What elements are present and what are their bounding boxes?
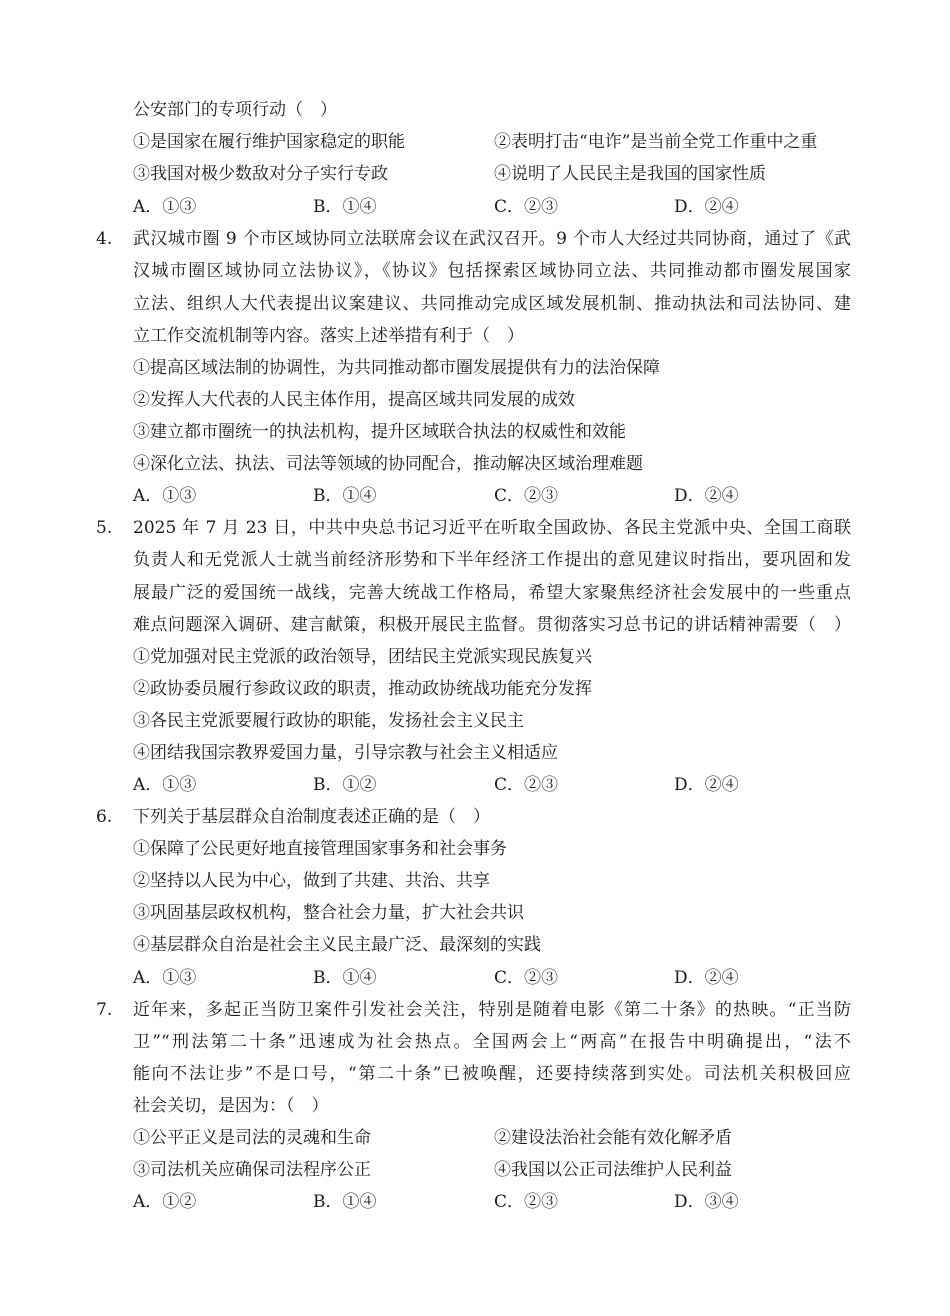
q6-statement-4: ④基层群众自治是社会主义民主最广泛、最深刻的实践 xyxy=(133,935,541,955)
q4-option-d[interactable]: D．②④ xyxy=(674,486,739,506)
q4-statement-2: ②发挥人大代表的人民主体作用，提高区域共同发展的成效 xyxy=(133,390,575,410)
q7-option-b[interactable]: B．①④ xyxy=(313,1192,377,1212)
q7-statement-4: ④我国以公正司法维护人民利益 xyxy=(494,1160,732,1180)
q7-statement-1: ①公平正义是司法的灵魂和生命 xyxy=(133,1128,371,1148)
q4-statement-3: ③建立都市圈统一的执法机构，提升区域联合执法的权威性和效能 xyxy=(133,422,626,442)
q4-number: 4. xyxy=(96,229,113,249)
q5-statement-2: ②政协委员履行参政议政的职责，推动政协统战功能充分发挥 xyxy=(133,679,592,699)
q6-stem: 下列关于基层群众自治制度表述正确的是（ ） xyxy=(133,807,490,827)
q6-options xyxy=(133,966,863,990)
q4-stem-line-3: 立法、组织人大代表提出议案建议、共同推动完成区域发展机制、推动执法和司法协同、建 xyxy=(133,294,851,314)
q4-statement-4: ④深化立法、执法、司法等领域的协同配合，推动解决区域治理难题 xyxy=(133,454,643,474)
q5-option-b[interactable]: B．①② xyxy=(313,775,377,795)
q4-option-b[interactable]: B．①④ xyxy=(313,486,377,506)
q3-statements-row-1 xyxy=(133,130,863,154)
q7-number: 7. xyxy=(96,1000,113,1020)
q4-stem-line-2: 汉城市圈区域协同立法协议》，《协议》包括探索区域协同立法、共同推动都市圈发展国家 xyxy=(133,261,851,281)
q5-number: 5. xyxy=(96,518,113,538)
q5-option-d[interactable]: D．②④ xyxy=(674,775,739,795)
q7-statement-3: ③司法机关应确保司法程序公正 xyxy=(133,1160,371,1180)
q7-stem-line-2: 卫”“刑法第二十条”迅速成为社会热点。全国两会上“两高”在报告中明确提出，“法不 xyxy=(133,1032,851,1052)
q4-stem-line-1: 武汉城市圈 9 个市区域协同立法联席会议在武汉召开。9 个市人大经过共同协商，通过了《武 xyxy=(133,229,851,249)
q7-option-a[interactable]: A．①② xyxy=(133,1192,197,1212)
q3-option-d[interactable]: D．②④ xyxy=(674,197,739,217)
q6-number: 6. xyxy=(96,807,113,827)
q5-stem-line-4: 难点问题深入调研、建言献策，积极开展民主监督。贯彻落实习总书记的讲话精神需要（ ） xyxy=(133,615,851,635)
q6-statement-3: ③巩固基层政权机构，整合社会力量，扩大社会共识 xyxy=(133,903,524,923)
q5-options xyxy=(133,773,863,797)
q7-stem-line-4: 社会关切，是因为：（ ） xyxy=(133,1096,329,1116)
q3-statement-2: ②表明打击“电诈”是当前全党工作重中之重 xyxy=(494,132,818,152)
q5-stem-line-2: 负责人和无党派人士就当前经济形势和下半年经济工作提出的意见建议时指出，要巩固和发 xyxy=(133,550,851,570)
q5-option-c[interactable]: C．②③ xyxy=(494,775,559,795)
q7-option-c[interactable]: C．②③ xyxy=(494,1192,559,1212)
q7-statement-2: ②建设法治社会能有效化解矛盾 xyxy=(494,1128,732,1148)
q3-statement-4: ④说明了人民民主是我国的国家性质 xyxy=(494,164,766,184)
q7-option-d[interactable]: D．③④ xyxy=(674,1192,739,1212)
q3-stem-tail: 公安部门的专项行动（ ） xyxy=(133,100,337,120)
q3-statements-row-2 xyxy=(133,162,863,186)
q6-option-c[interactable]: C．②③ xyxy=(494,968,559,988)
q6-option-a[interactable]: A．①③ xyxy=(133,968,197,988)
q5-statement-3: ③各民主党派要履行政协的职能，发扬社会主义民主 xyxy=(133,711,524,731)
q3-statement-1: ①是国家在履行维护国家稳定的职能 xyxy=(133,132,405,152)
q6-option-d[interactable]: D．②④ xyxy=(674,968,739,988)
q6-statement-1: ①保障了公民更好地直接管理国家事务和社会事务 xyxy=(133,839,507,859)
q5-stem-line-3: 展最广泛的爱国统一战线，完善大统战工作格局，希望大家聚焦经济社会发展中的一些重点 xyxy=(133,583,851,603)
q5-statement-4: ④团结我国宗教界爱国力量，引导宗教与社会主义相适应 xyxy=(133,743,558,763)
q4-stem-line-4: 立工作交流机制等内容。落实上述举措有利于（ ） xyxy=(133,326,524,346)
q7-statements-row-2 xyxy=(133,1158,863,1182)
q5-option-a[interactable]: A．①③ xyxy=(133,775,197,795)
q7-stem-line-1: 近年来，多起正当防卫案件引发社会关注，特别是随着电影《第二十条》的热映。“正当防 xyxy=(133,1000,851,1020)
q4-statement-1: ①提高区域法制的协调性，为共同推动都市圈发展提供有力的法治保障 xyxy=(133,358,660,378)
q6-statement-2: ②坚持以人民为中心，做到了共建、共治、共享 xyxy=(133,871,490,891)
q6-option-b[interactable]: B．①④ xyxy=(313,968,377,988)
q3-option-b[interactable]: B．①④ xyxy=(313,197,377,217)
q4-options xyxy=(133,484,863,508)
q3-options xyxy=(133,195,863,219)
q3-statement-3: ③我国对极少数敌对分子实行专政 xyxy=(133,164,388,184)
q7-options xyxy=(133,1190,863,1214)
q3-option-a[interactable]: A．①③ xyxy=(133,197,197,217)
q7-stem-line-3: 能向不法让步”不是口号，“第二十条”已被唤醒，还要持续落到实处。司法机关积极回应 xyxy=(133,1064,851,1084)
q5-stem-line-1: 2025 年 7 月 23 日，中共中央总书记习近平在听取全国政协、各民主党派中央、全国工商联 xyxy=(133,518,851,538)
q5-statement-1: ①党加强对民主党派的政治领导，团结民主党派实现民族复兴 xyxy=(133,647,592,667)
q4-option-c[interactable]: C．②③ xyxy=(494,486,559,506)
q4-option-a[interactable]: A．①③ xyxy=(133,486,197,506)
q3-option-c[interactable]: C．②③ xyxy=(494,197,559,217)
q7-statements-row-1 xyxy=(133,1126,863,1150)
